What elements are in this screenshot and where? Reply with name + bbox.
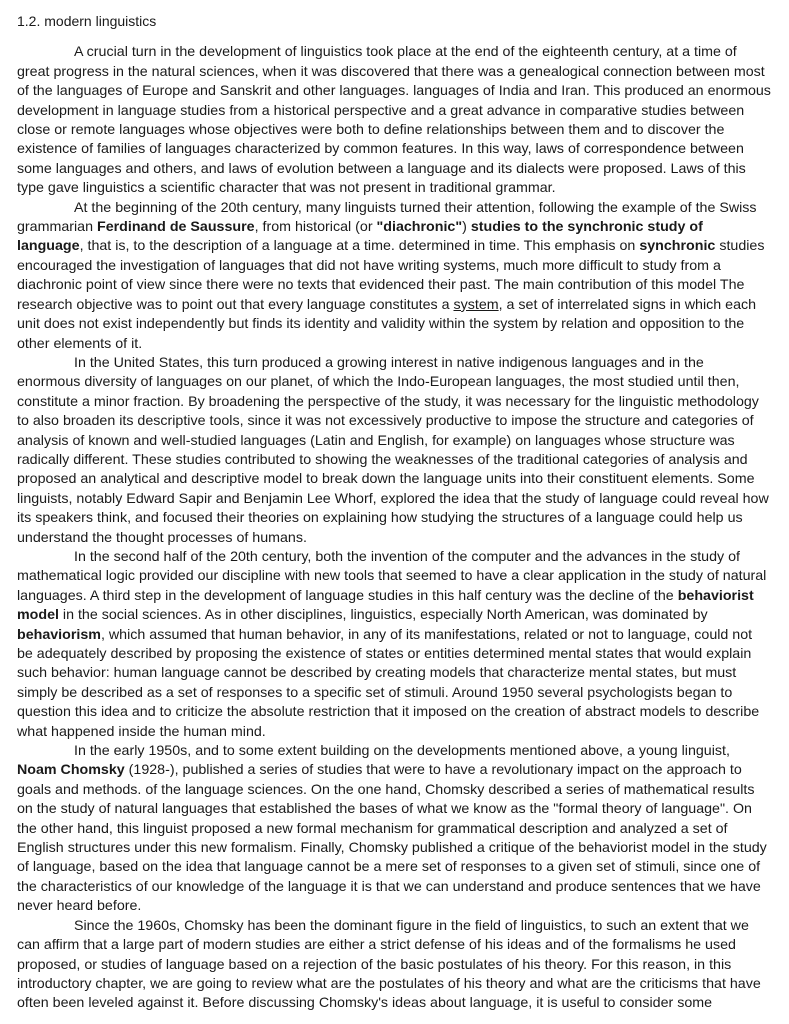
text-run: A crucial turn in the development of linguistics took place at the end of the eighteenth century, at a time of great progress in the natural sciences, when it was discovered that there was a genealogical connection between most of the languages of Europe and Sanskrit and other languages. languages of India and Iran. This produced an enormous development in language studies from a historical perspective and a great advance in comparative studies between close or remote languages whose objectives were both to define relationships between them and to discover the existence of families of languages characterized by common features. In this way, laws of correspondence between some languages and others, and laws of evolution between a language and its dialects were proposed. Laws of this type gave linguistics a scientific character that was not present in traditional grammar. <box>17 44 771 197</box>
text-run: in the social sciences. As in other disciplines, linguistics, especially North American, was dominated by <box>58 607 708 624</box>
text-run: ) <box>462 219 471 236</box>
underlined-term: system <box>453 296 499 313</box>
bold-term: studies to the synchronic study of language <box>17 219 703 255</box>
document-body <box>17 43 771 1013</box>
text-run: , from historical (or <box>254 219 377 236</box>
paragraph <box>17 917 771 1014</box>
paragraph <box>17 742 771 917</box>
paragraph <box>17 199 771 354</box>
paragraph <box>17 548 771 742</box>
text-run: studies encouraged the investigation of languages that did not have writing systems, much more difficult to study from a diachronic point of view since there were no texts that evidenced their past. The main contribution of this model The research objective was to point out that every language constitutes a <box>17 238 765 313</box>
text-run: (1928-), published a series of studies that were to have a revolutionary impact on the approach to goals and methods. of the language sciences. On the one hand, Chomsky described a series of mathematical results on the study of natural languages that established the bases of what we know as the "formal theory of language". On the other hand, this linguist proposed a new formal mechanism for grammatical description and analyzed a set of English structures under this new formalism. Finally, Chomsky published a critique of the behaviorist model in the study of language, based on the idea that language cannot be a mere set of responses to a given set of stimuli, since one of the characteristics of our knowledge of the language it is that we can understand and produce sentences that we have never heard before. <box>17 762 767 915</box>
text-run: At the beginning of the 20th century, many linguists turned their attention, following the example of the Swiss grammarian <box>17 199 757 236</box>
document-page <box>17 12 771 1014</box>
bold-term: behaviorist model <box>17 587 754 624</box>
text-run: Since the 1960s, Chomsky has been the dominant figure in the field of linguistics, to such an extent that we can affirm that a large part of modern studies are either a strict defense of his ideas and of the formalisms he used proposed, or studies of language based on a rejection of the basic postulates of his theory. For this reason, in this introductory chapter, we are going to review what are the postulates of his theory and what are the criticisms that have often been leveled against it. Before discussing Chomsky's ideas about language, it is useful to consider some <box>17 917 761 1012</box>
bold-term: Noam Chomsky <box>17 762 125 779</box>
paragraph <box>17 43 771 198</box>
text-run: , a set of interrelated signs in which each unit does not exist independently but finds its identity and validity within the system by relation and opposition to the other elements of it. <box>17 296 757 352</box>
text-run: In the second half of the 20th century, both the invention of the computer and the advances in the study of mathematical logic provided our discipline with new tools that seemed to have a clear application in the study of natural languages. A third step in the development of language studies in this half century was the decline of the <box>17 548 767 604</box>
bold-term: synchronic <box>639 238 716 255</box>
bold-term: behaviorism <box>17 626 101 643</box>
bold-term: "diachronic" <box>376 219 463 236</box>
paragraph <box>17 354 771 548</box>
text-run: , that is, to the description of a language at a time. determined in time. This emphasis on <box>79 238 640 255</box>
text-run: In the early 1950s, and to some extent building on the developments mentioned above, a young linguist, <box>74 743 730 760</box>
section-heading: 1.2. modern linguistics <box>17 13 157 29</box>
bold-term: Ferdinand de Saussure <box>96 219 255 236</box>
text-run: In the United States, this turn produced a growing interest in native indigenous languages and in the enormous diversity of languages on our planet, of which the Indo-European languages, the most studied until then, constitute a minor fraction. By broadening the perspective of the study, it was necessary for the linguistic methodology to also broaden its descriptive tools, since it was not excessively productive to impose the structure and categories of analysis of known and well-studied languages (Latin and English, for example) on languages whose structure was radically different. These studies contributed to showing the weaknesses of the traditional categories of analysis and proposed an analytical and descriptive model to break down the language units into their constituent elements. Some linguists, notably Edward Sapir and Benjamin Lee Whorf, explored the idea that the study of language could reveal how its speakers think, and focused their theories on explaining how studying the structures of a language could help us understand the thought processes of humans. <box>17 354 769 546</box>
text-run: , which assumed that human behavior, in any of its manifestations, related or not to language, could not be adequately described by proposing the existence of states or entities determined mental states that would explain such behavior: human language cannot be described by creating models that characterize mental states, but must simply be described as a set of responses to a specific set of stimuli. Around 1950 several psychologists began to question this idea and to criticize the absolute restriction that it imposed on the creation of abstract models to describe what happened inside the human mind. <box>17 626 760 740</box>
